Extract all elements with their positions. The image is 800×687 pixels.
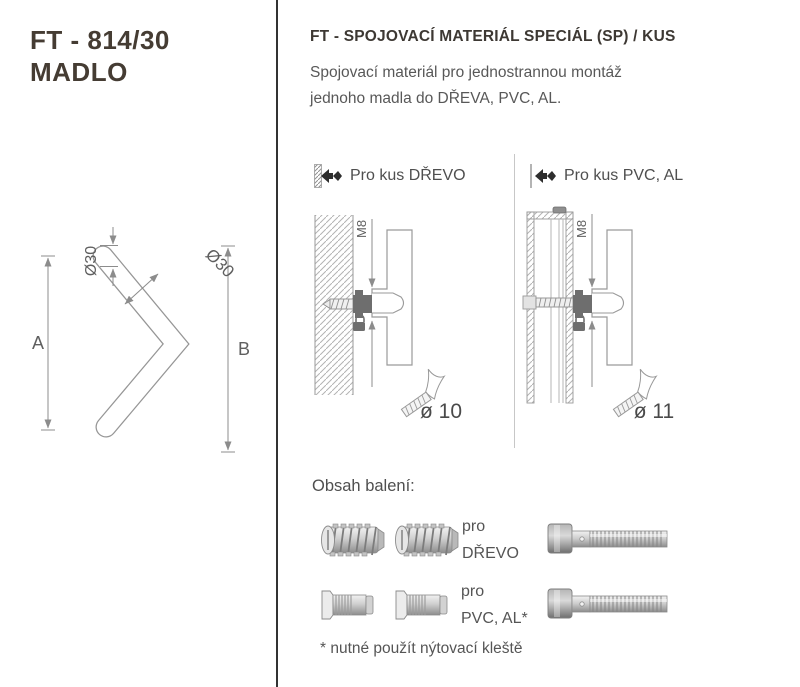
package-label-wood-line2: DŘEVO <box>462 545 519 562</box>
mounting-option-pvc-label: Pro kus PVC, AL <box>564 167 684 184</box>
dim-b-label: B <box>238 339 251 359</box>
thread-label-pvc: M8 <box>574 219 589 238</box>
diagram-divider <box>514 154 515 448</box>
dim-a-label: A <box>32 333 45 353</box>
threaded-insert-profile <box>372 293 404 313</box>
package-label-pvc-line2: PVC, AL* <box>461 610 528 627</box>
product-code-title: FT - 814/30 <box>30 25 170 55</box>
handle-dimension-drawing <box>30 215 270 465</box>
connector-stud <box>573 290 592 318</box>
section-header: FT - SPOJOVACÍ MATERIÁL SPECIÁL (SP) / KUS <box>310 28 676 45</box>
drill-label-wood: ø 10 <box>419 400 463 423</box>
socket-screw-photo-2 <box>546 586 671 622</box>
drill-label-pvc: ø 11 <box>633 400 675 423</box>
wood-insert-photo-1 <box>318 519 388 561</box>
socket-screw-photo-1 <box>546 521 671 557</box>
description-line-1: Spojovací materiál pro jednostrannou montáž <box>310 64 622 81</box>
rivet-nut-photo-1 <box>318 584 378 626</box>
package-contents-heading: Obsah balení: <box>312 477 415 495</box>
product-name-title: MADLO <box>30 57 128 87</box>
mounting-diagram-pvc <box>520 205 690 450</box>
thread-label-wood: M8 <box>354 219 369 238</box>
mounting-option-pvc <box>528 164 683 188</box>
bolt-into-wall-icon <box>314 164 342 188</box>
panel-divider <box>276 0 278 687</box>
diameter-top-label: Ø30 <box>83 245 100 277</box>
rivet-nut-profile <box>592 293 624 313</box>
connector-stud <box>353 290 372 318</box>
package-label-pvc-line1: pro <box>461 583 485 600</box>
description-line-2: jednoho madla do DŘEVA, PVC, AL. <box>310 90 562 107</box>
bolt-head <box>523 296 536 309</box>
mounting-diagram-wood <box>308 205 478 450</box>
package-label-wood-line1: pro <box>462 518 486 535</box>
footnote: * nutné použít nýtovací kleště <box>320 640 523 657</box>
package-label-wood <box>462 513 519 567</box>
bolt-into-profile-icon <box>528 164 556 188</box>
wood-insert-photo-2 <box>392 519 462 561</box>
mounting-option-wood-label: Pro kus DŘEVO <box>350 167 466 184</box>
profile-top-rivet <box>553 207 566 213</box>
package-label-pvc <box>461 578 528 632</box>
section-description <box>310 60 740 112</box>
mounting-option-wood <box>314 164 466 188</box>
rivet-nut-photo-2 <box>392 584 452 626</box>
diameter-diagonal-label: Ø30 <box>201 245 238 282</box>
